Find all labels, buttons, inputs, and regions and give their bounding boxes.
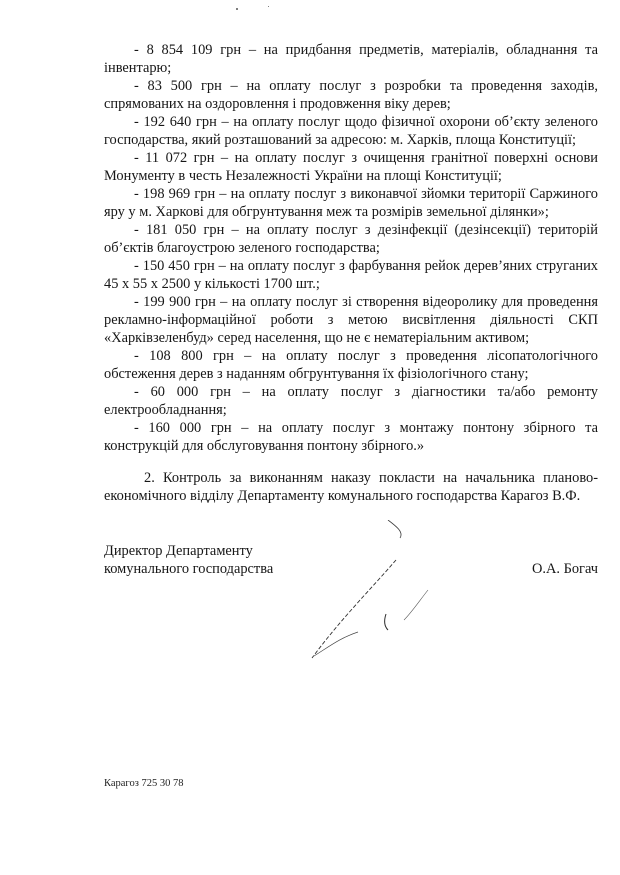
signatory-title-line1: Директор Департаменту bbox=[104, 543, 253, 559]
expense-list bbox=[104, 41, 598, 519]
list-item: - 192 640 грн – на оплату послуг щодо фізичної охорони об’єкту зеленого господарства, який розташований за адресою: м. Харків, площа Конституції; bbox=[104, 114, 598, 148]
signatory-title-line2: комунального господарства bbox=[104, 561, 274, 577]
list-item: - 108 800 грн – на оплату послуг з проведення лісопатологічного обстеження дерев з наданням обгрунтування їх фізіологічного стану; bbox=[104, 348, 598, 382]
list-item: - 198 969 грн – на оплату послуг з виконавчої зйомки території Саржиного яру у м. Харкові для обгрунтування меж та розмірів земельної ділянки»; bbox=[104, 186, 598, 220]
scan-speck bbox=[236, 8, 238, 10]
executor-note: Карагоз 725 30 78 bbox=[104, 778, 184, 789]
list-item: - 181 050 грн – на оплату послуг з дезінфекції (дезінсекції) територій об’єктів благоустрою зеленого господарства; bbox=[104, 222, 598, 256]
handwritten-signature bbox=[300, 520, 440, 670]
list-item: - 150 450 грн – на оплату послуг з фарбування рейок дерев’яних струганих 45 х 55 х 2500 у кількості 1700 шт.; bbox=[104, 258, 598, 292]
list-item: - 60 000 грн – на оплату послуг з діагностики та/або ремонту електрообладнання; bbox=[104, 384, 598, 418]
list-item: - 160 000 грн – на оплату послуг з монтажу понтону збірного та конструкцій для обслуговування понтону збірного.» bbox=[104, 420, 598, 454]
list-item: - 11 072 грн – на оплату послуг з очищення гранітної поверхні основи Монументу в честь Незалежності України на площі Конституції; bbox=[104, 150, 598, 184]
control-paragraph: 2. Контроль за виконанням наказу покласти на начальника планово-економічного відділу Департаменту комунального господарства Карагоз В.Ф. bbox=[104, 470, 598, 504]
scan-speck bbox=[268, 6, 269, 7]
list-item: - 199 900 грн – на оплату послуг зі створення відеоролику для проведення рекламно-інформаційної роботи з метою висвітлення діяльності СКП «Харківзеленбуд» серед населення, що не є нематеріальним активом; bbox=[104, 294, 598, 346]
list-item: - 83 500 грн – на оплату послуг з розробки та проведення заходів, спрямованих на оздоровлення і продовження віку дерев; bbox=[104, 78, 598, 112]
list-item: - 8 854 109 грн – на придбання предметів, матеріалів, обладнання та інвентарю; bbox=[104, 42, 598, 76]
signatory-name: О.А. Богач bbox=[532, 561, 598, 577]
